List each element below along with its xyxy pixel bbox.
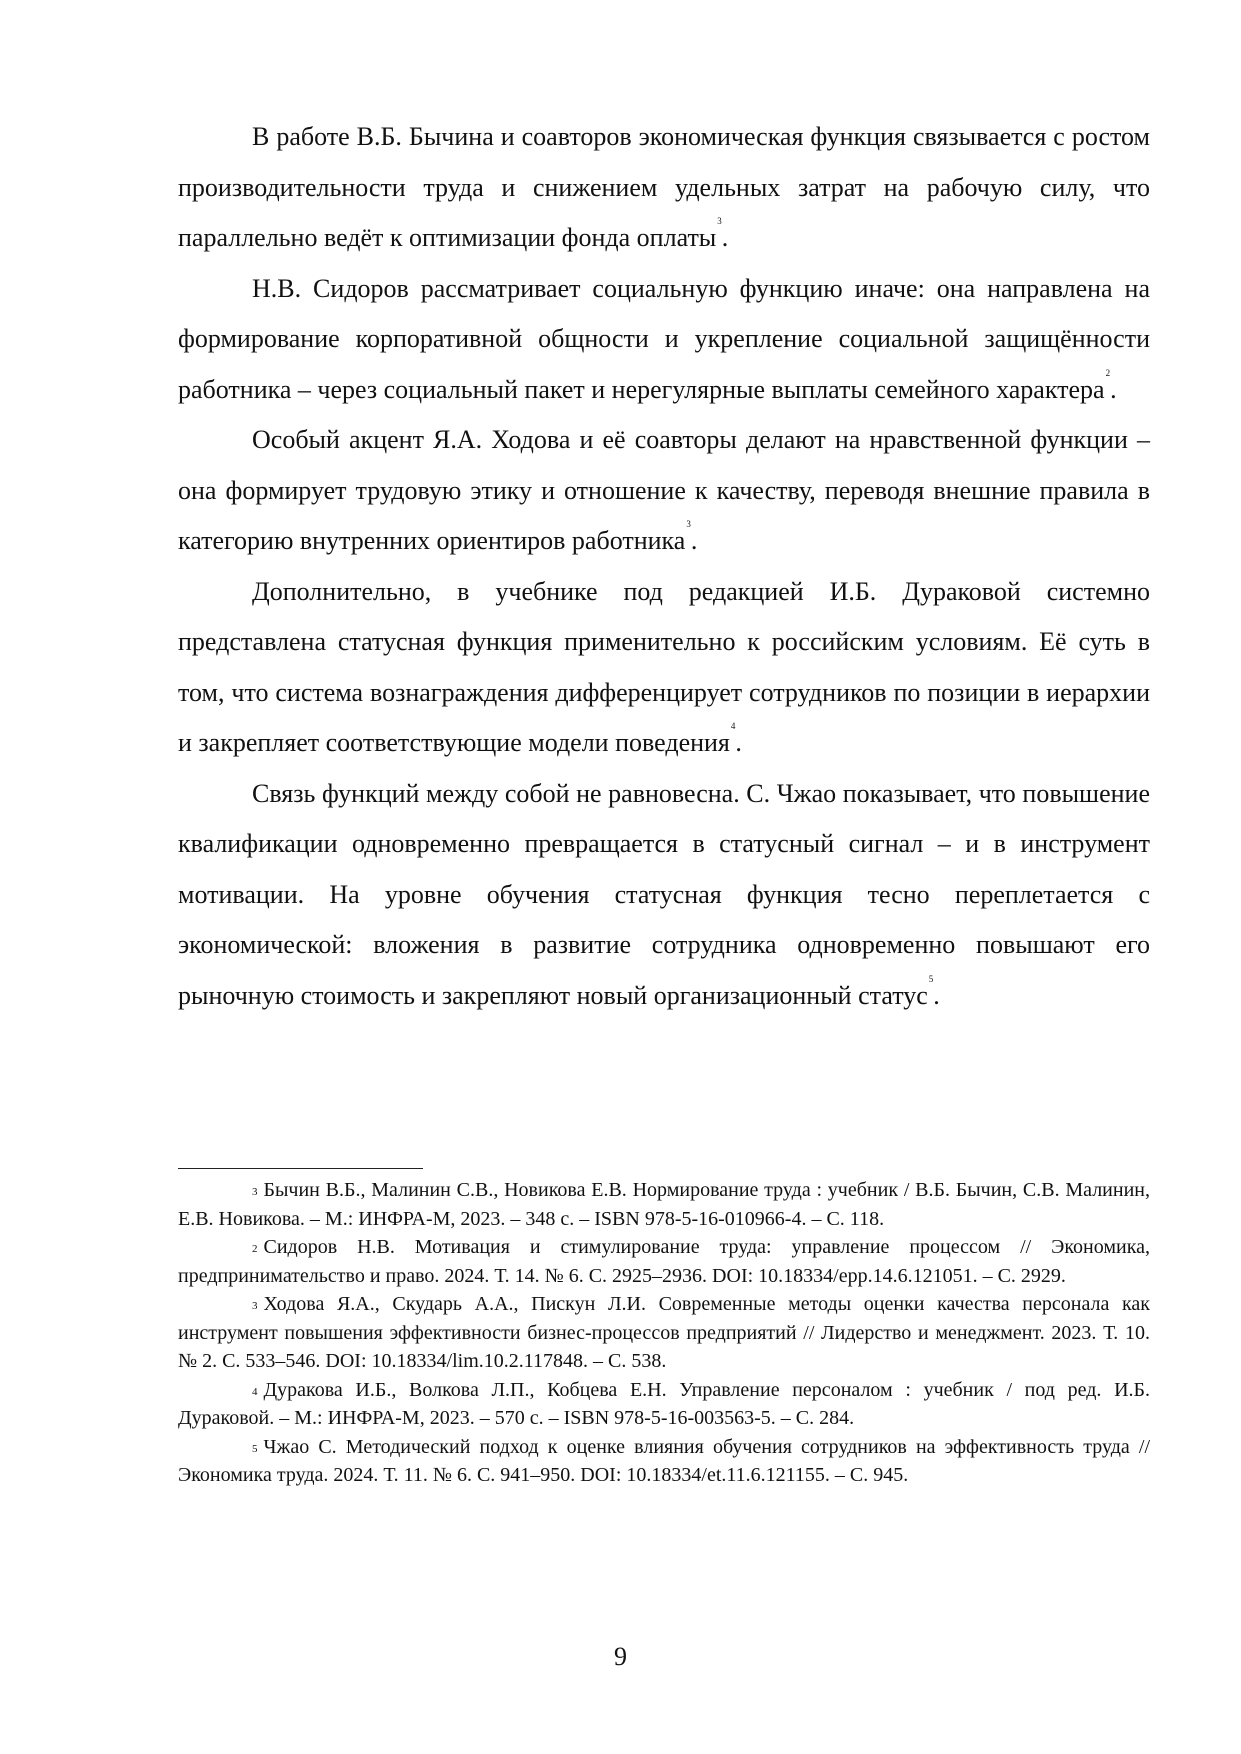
footnote-ref[interactable]: 5	[928, 973, 934, 984]
footnote-ref[interactable]: 3	[717, 216, 722, 226]
footnote-text: Сидоров Н.В. Мотивация и стимулирование труда: управление процессом // Экономика, предпринимательство и право. 2024. Т. 14. № 6. С. 2925–2936. DOI: 10.18334/epp.14.6.121051. – С. 2929.	[178, 1236, 1150, 1287]
paragraph	[178, 112, 1150, 264]
footnote-ref[interactable]: 3	[686, 519, 691, 529]
footnote-text: Дуракова И.Б., Волкова Л.П., Кобцева Е.Н. Управление персоналом : учебник / под ред. И.Б. Дураковой. – М.: ИНФРА-М, 2023. – 570 с. – ISBN 978-5-16-003563-5. – С. 284.	[178, 1378, 1150, 1429]
footnote-ref[interactable]: 4	[730, 721, 736, 731]
footnotes	[178, 1176, 1150, 1490]
footnote-number: 3	[252, 1186, 258, 1198]
page-number: 9	[614, 1642, 627, 1671]
footnote-item	[178, 1376, 1150, 1433]
paragraph-text: Связь функций между собой не равновесна. С. Чжао показывает, что повышение квалификации одновременно превращается в статусный сигнал – и в инструмент мотивации. На уровне обучения статусная функция тесно переплетается с экономической: вложения в развитие сотрудника одновременно повышают его рыночную стоимость и закрепляют новый организационный статус	[178, 778, 1150, 1010]
paragraph-tail: .	[1110, 374, 1117, 404]
footnote-item	[178, 1176, 1150, 1233]
paragraph	[178, 769, 1150, 1022]
main-text	[178, 112, 1150, 1021]
paragraph-text: Н.В. Сидоров рассматривает социальную функцию иначе: она направлена на формирование корпоративной общности и укрепление социальной защищённости работника – через социальный пакет и нерегулярные выплаты семейного характера	[178, 273, 1150, 404]
footnote-number: 2	[252, 1243, 258, 1255]
footnote-ref[interactable]: 2	[1105, 367, 1111, 378]
paragraph-text: Особый акцент Я.А. Ходова и её соавторы делают на нравственной функции – она формирует трудовую этику и отношение к качеству, переводя внешние правила в категорию внутренних ориентиров работника	[178, 425, 1150, 555]
footnote-text: Бычин В.Б., Малинин С.В., Новикова Е.В. Нормирование труда : учебник / В.Б. Бычин, С.В. Малинин, Е.В. Новикова. – М.: ИНФРА-М, 2023. – 348 с. – ISBN 978-5-16-010966-4. – С. 118.	[178, 1179, 1150, 1230]
paragraph	[178, 264, 1150, 416]
paragraph-tail: .	[690, 526, 698, 555]
paragraph-tail: .	[721, 223, 729, 252]
footnote-text: Чжао С. Методический подход к оценке влияния обучения сотрудников на эффективность труда // Экономика труда. 2024. Т. 11. № 6. С. 941–950. DOI: 10.18334/et.11.6.121155. – С. 945.	[178, 1435, 1150, 1486]
footnote-item	[178, 1233, 1150, 1290]
footnote-item	[178, 1290, 1150, 1376]
paragraph-text: В работе В.Б. Бычина и соавторов экономическая функция связывается с ростом производительности труда и снижением удельных затрат на рабочую силу, что параллельно ведёт к оптимизации фонда оплаты	[178, 122, 1150, 252]
paragraph	[178, 567, 1150, 769]
footnote-separator	[178, 1168, 423, 1169]
footnote-text: Ходова Я.А., Скударь А.А., Пискун Л.И. Современные методы оценки качества персонала как инструмент повышения эффективности бизнес-процессов предприятий // Лидерство и менеджмент. 2023. Т. 10. № 2. С. 533–546. DOI: 10.18334/lim.10.2.117848. – С. 538.	[178, 1293, 1150, 1372]
paragraph-tail: .	[933, 980, 940, 1010]
footnote-number: 4	[252, 1385, 258, 1398]
paragraph	[178, 415, 1150, 567]
footnote-number: 5	[252, 1442, 258, 1455]
paragraph-text: Дополнительно, в учебнике под редакцией И.Б. Дураковой системно представлена статусная функция применительно к российским условиям. Её суть в том, что система вознаграждения дифференцирует сотрудников по позиции в иерархии и закрепляет соответствующие модели поведения	[178, 576, 1150, 757]
footnote-item	[178, 1433, 1150, 1490]
paragraph-tail: .	[735, 728, 742, 757]
footnote-number: 3	[252, 1300, 258, 1312]
